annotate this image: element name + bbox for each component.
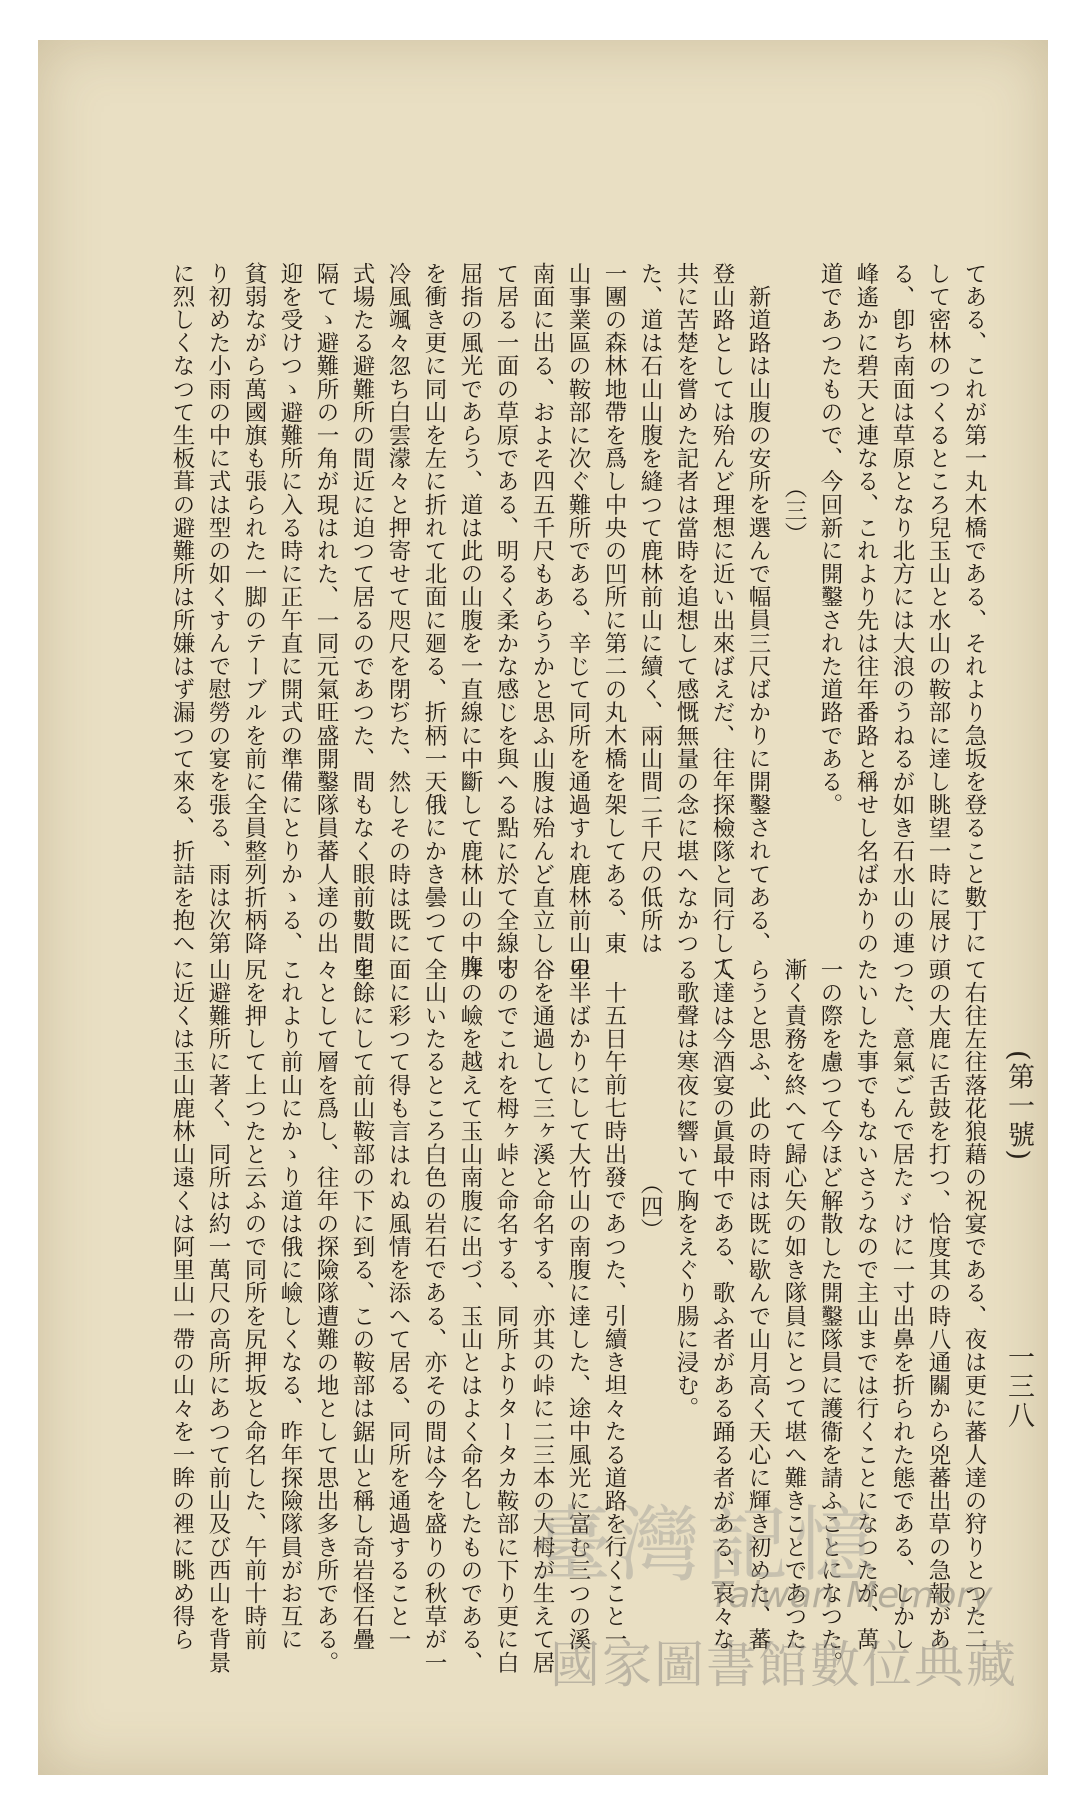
- issue-label: (第一號): [1003, 1050, 1034, 1163]
- page-header: [998, 1050, 1038, 1710]
- text-column: 漸く責務を終へて歸心矢の如き隊員にとつて堪へ難きことであつた: [781, 958, 807, 1651]
- text-column: るのでこれを栂ヶ峠と命名する、同所よりタータカ鞍部に下り更に白: [493, 958, 519, 1675]
- text-column: り初めた小雨の中に式は型の如くすんで慰勞の宴を張る、雨は次第: [205, 262, 231, 955]
- text-column: 隔てゝ避難所の一角が現はれた、一同元氣旺盛開鑿隊員蕃人達の出: [313, 262, 339, 955]
- text-column: して密林のつくるところ兒玉山と水山の鞍部に達し眺望一時に展け: [925, 262, 951, 955]
- text-column: 迎を受けつゝ避難所に入る時に正午直に開式の準備にとりかゝる、: [277, 262, 303, 955]
- text-column: 冷風颯々忽ち白雲濛々と押寄せて咫尺を閉ぢた、然しその時は既に: [385, 262, 411, 955]
- text-column: 一團の森林地帶を爲し中央の凹所に第二の丸木橋を架してある、東: [601, 262, 627, 955]
- text-column: た、道は石山山腹を縫つて鹿林前山に續く、兩山間二千尺の低所は: [637, 262, 663, 955]
- page-number: 一三八: [1003, 1342, 1034, 1430]
- text-column: 尻を押して上つたと云ふので同所を尻押坂と命名した、午前十時前: [241, 958, 267, 1651]
- text-column: 谷を通過して三ヶ溪と命名する、亦其の峠に二三本の大栂が生えて居: [529, 958, 555, 1675]
- lower-text-block: [86, 958, 992, 1738]
- text-column: 道であつたもので、今回新に開鑿された道路である。: [817, 262, 843, 817]
- text-column: 一の際を慮つて今ほど解散した開鑿隊員に護衞を請ふことになつた。: [817, 958, 843, 1675]
- text-column: 里半ばかりにして大竹山の南腹に達した、途中風光に富む三つの溪: [565, 958, 591, 1651]
- text-column: 山事業區の鞍部に次ぐ難所である、辛じて同所を通過すれ鹿林前山の: [565, 262, 591, 979]
- text-column: これより前山にかゝり道は俄に嶮しくなる、昨年探險隊員がお互に: [277, 958, 303, 1651]
- text-column: 頭の大鹿に舌鼓を打つ、恰度其の時八通關から兇蕃出草の急報があ: [925, 958, 951, 1651]
- text-column: 貧弱ながら萬國旗も張られた一脚のテーブルを前に全員整列折柄降: [241, 262, 267, 955]
- text-column: てある、これが第一丸木橋である、それより急坂を登ること數丁に: [961, 262, 987, 955]
- text-column: 十五日午前七時出發であつた、引續き坦々たる道路を行くこと一: [601, 980, 627, 1651]
- text-column: らうと思ふ、此の時雨は既に歇んで山月高く天心に輝き初めた、蕃: [745, 958, 771, 1651]
- text-column: たいした事でもないさうなので主山までは行くことになつたが、萬: [853, 958, 879, 1651]
- text-column: に烈しくなつて生板葺の避難所は所嫌はず漏つて來る、折詰を抱へ: [169, 262, 195, 955]
- upper-text-block: [86, 262, 992, 992]
- text-column: 式場たる避難所の間近に迫つて居るのであつた、間もなく眼前數間を: [349, 262, 375, 979]
- text-column: つた、意氣ごんで居たゞけに一寸出鼻を折られた態である、しかし: [889, 958, 915, 1651]
- text-column: 共に苦楚を嘗めた記者は當時を追想して感慨無量の念に堪へなかつ: [673, 262, 699, 955]
- section-heading: （四）: [637, 1171, 663, 1242]
- text-column: 南面に出る、およそ四五千尺もあらうかと思ふ山腹は殆んど直立し: [529, 262, 555, 955]
- text-column: 面に彩つて得も言はれぬ風情を添へて居る、同所を通過すること一: [385, 958, 411, 1651]
- text-column: を衝き更に同山を左に折れて北面に廻る、折柄一天俄にかき曇つて: [421, 262, 447, 955]
- text-column: る歌聲は寒夜に響いて胸をえぐり腸に浸む。: [673, 958, 699, 1420]
- text-column: 山避難所に著く、同所は約一萬尺の高所にあつて前山及び西山を背景: [205, 958, 231, 1675]
- text-column: 屈指の風光であらう、道は此の山腹を一直線に中斷して鹿林山の中腹: [457, 262, 483, 979]
- text-column: に近くは玉山鹿林山遠くは阿里山一帶の山々を一眸の裡に眺め得ら: [169, 958, 195, 1651]
- watermark-logo-text: 臺灣記憶: [530, 1498, 883, 1593]
- text-column: 登山路としては殆んど理想に近い出來ばえだ、往年探檢隊と同行して: [709, 262, 735, 979]
- text-column: 井の嶮を越えて玉山南腹に出づ、玉山とはよく命名したものである、: [457, 958, 483, 1675]
- text-column: る、卽ち南面は草原となり北方には大浪のうねるが如き石水山の連: [889, 262, 915, 955]
- watermark-english: Taiwan Memory: [710, 1575, 993, 1616]
- text-column: 新道路は山腹の安所を選んで幅員三尺ばかりに開鑿されてある、: [745, 284, 771, 955]
- watermark-library: 國家圖書館數位典藏: [550, 1636, 1018, 1694]
- text-column: て居る一面の草原である、明るく柔かな感じを與へる點に於て全線中: [493, 262, 519, 979]
- text-column: 全山いたるところ白色の岩石である、亦その間は今を盛りの秋草が一: [421, 958, 447, 1675]
- text-column: 峰遙かに碧天と連なる、これより先は往年番路と稱せし名ばかりの: [853, 262, 879, 955]
- section-heading: （三）: [781, 475, 807, 546]
- text-column: 里餘にして前山鞍部の下に到る、この鞍部は鋸山と稱し奇岩怪石疊: [349, 958, 375, 1651]
- text-column: 人達は今酒宴の眞最中である、歌ふ者がある踊る者がある、哀々な: [709, 958, 735, 1651]
- text-column: 々として層を爲し、往年の探險隊遭難の地として思出多き所である。: [313, 958, 339, 1675]
- text-column: て右往左往落花狼藉の祝宴である、夜は更に蕃人達の狩りとつた二: [961, 958, 987, 1651]
